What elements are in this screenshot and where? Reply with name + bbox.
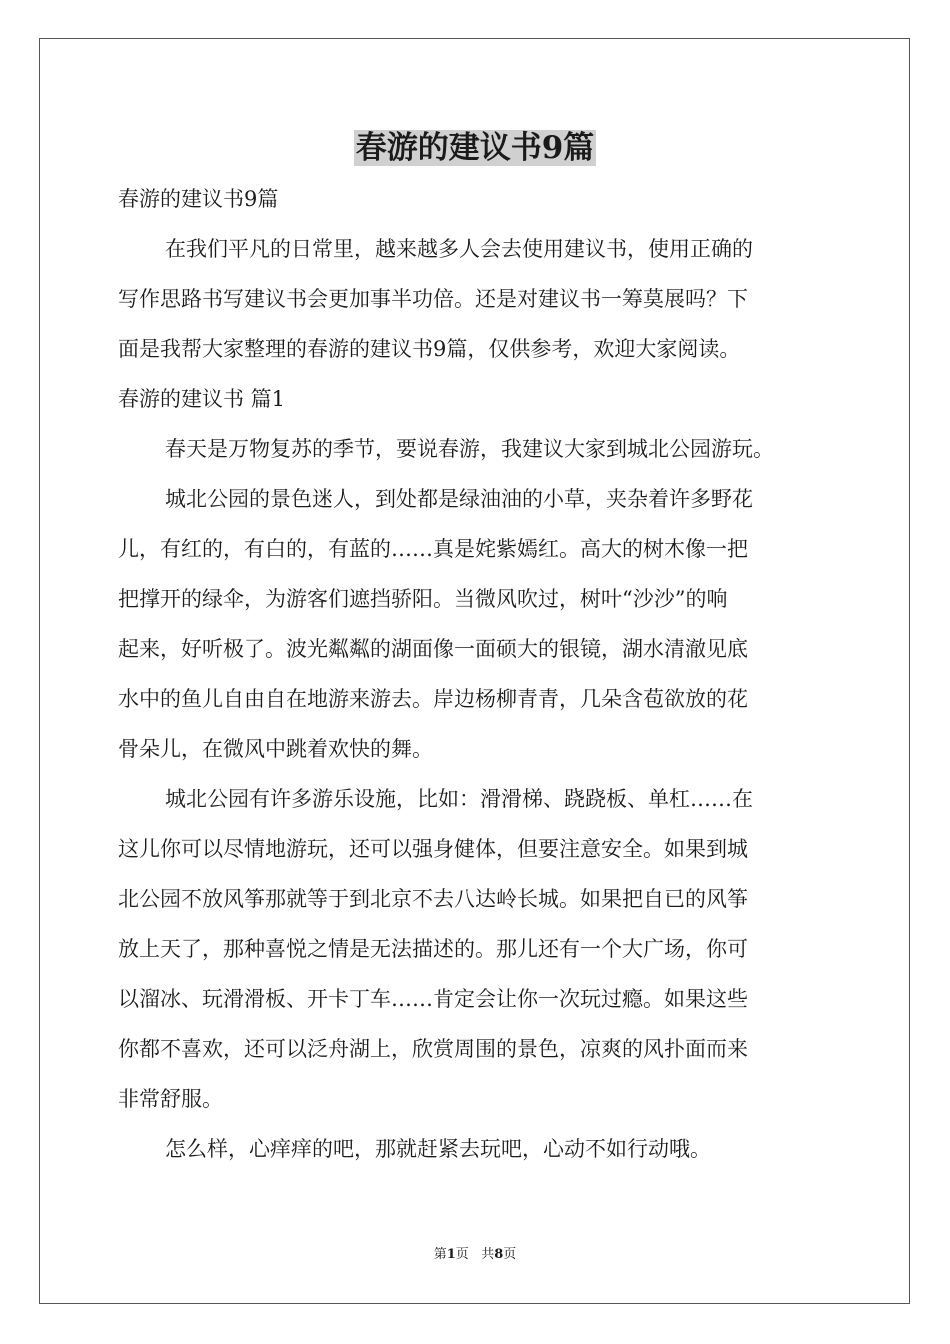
document-subtitle: 春游的建议书9篇 — [118, 187, 279, 211]
paragraph-line: 起来，好听极了。波光粼粼的湖面像一面硕大的银镜，湖水清澈见底 — [118, 637, 748, 661]
paragraph-line: 北公园不放风筝那就等于到北京不去八达岭长城。如果把自已的风筝 — [118, 887, 748, 911]
page-border — [39, 38, 910, 1304]
section-heading: 春游的建议书 篇1 — [118, 387, 286, 411]
document-title-text: 春游的建议书9篇 — [355, 130, 595, 166]
paragraph-line: 把撑开的绿伞，为游客们遮挡骄阳。当微风吹过，树叶“沙沙”的响 — [118, 587, 728, 611]
paragraph-line: 儿，有红的，有白的，有蓝的……真是姹紫嫣红。高大的树木像一把 — [118, 537, 748, 561]
document-title — [0, 126, 950, 170]
footer-page-suffix: 页 — [503, 1247, 517, 1262]
paragraph-line: 面是我帮大家整理的春游的建议书9篇，仅供参考，欢迎大家阅读。 — [118, 337, 741, 361]
paragraph-line: 怎么样，心痒痒的吧，那就赶紧去玩吧，心动不如行动哦。 — [165, 1137, 711, 1161]
paragraph-line: 在我们平凡的日常里，越来越多人会去使用建议书，使用正确的 — [165, 237, 753, 261]
footer-page-total: 8 — [494, 1247, 504, 1262]
paragraph-line: 非常舒服。 — [118, 1087, 223, 1111]
paragraph-line: 城北公园有许多游乐设施，比如：滑滑梯、跷跷板、单杠……在 — [165, 787, 753, 811]
footer-page-current: 1 — [446, 1247, 456, 1262]
paragraph-line: 以溜冰、玩滑滑板、开卡丁车……肯定会让你一次玩过瘾。如果这些 — [118, 987, 748, 1011]
paragraph-line: 春天是万物复苏的季节，要说春游，我建议大家到城北公园游玩。 — [165, 437, 774, 461]
paragraph-line: 骨朵儿，在微风中跳着欢快的舞。 — [118, 737, 433, 761]
paragraph-line: 城北公园的景色迷人，到处都是绿油油的小草，夹杂着许多野花 — [165, 487, 753, 511]
page-footer — [0, 1246, 950, 1264]
paragraph-line: 水中的鱼儿自由自在地游来游去。岸边杨柳青青，几朵含苞欲放的花 — [118, 687, 748, 711]
footer-page-prefix: 第 — [433, 1247, 447, 1262]
paragraph-line: 你都不喜欢，还可以泛舟湖上，欣赏周围的景色，凉爽的风扑面而来 — [118, 1037, 748, 1061]
paragraph-line: 这儿你可以尽情地游玩，还可以强身健体，但要注意安全。如果到城 — [118, 837, 748, 861]
paragraph-line: 放上天了，那种喜悦之情是无法描述的。那儿还有一个大广场，你可 — [118, 937, 748, 961]
footer-page-mid: 页 共 — [455, 1247, 495, 1262]
paragraph-line: 写作思路书写建议书会更加事半功倍。还是对建议书一筹莫展吗？下 — [118, 287, 748, 311]
